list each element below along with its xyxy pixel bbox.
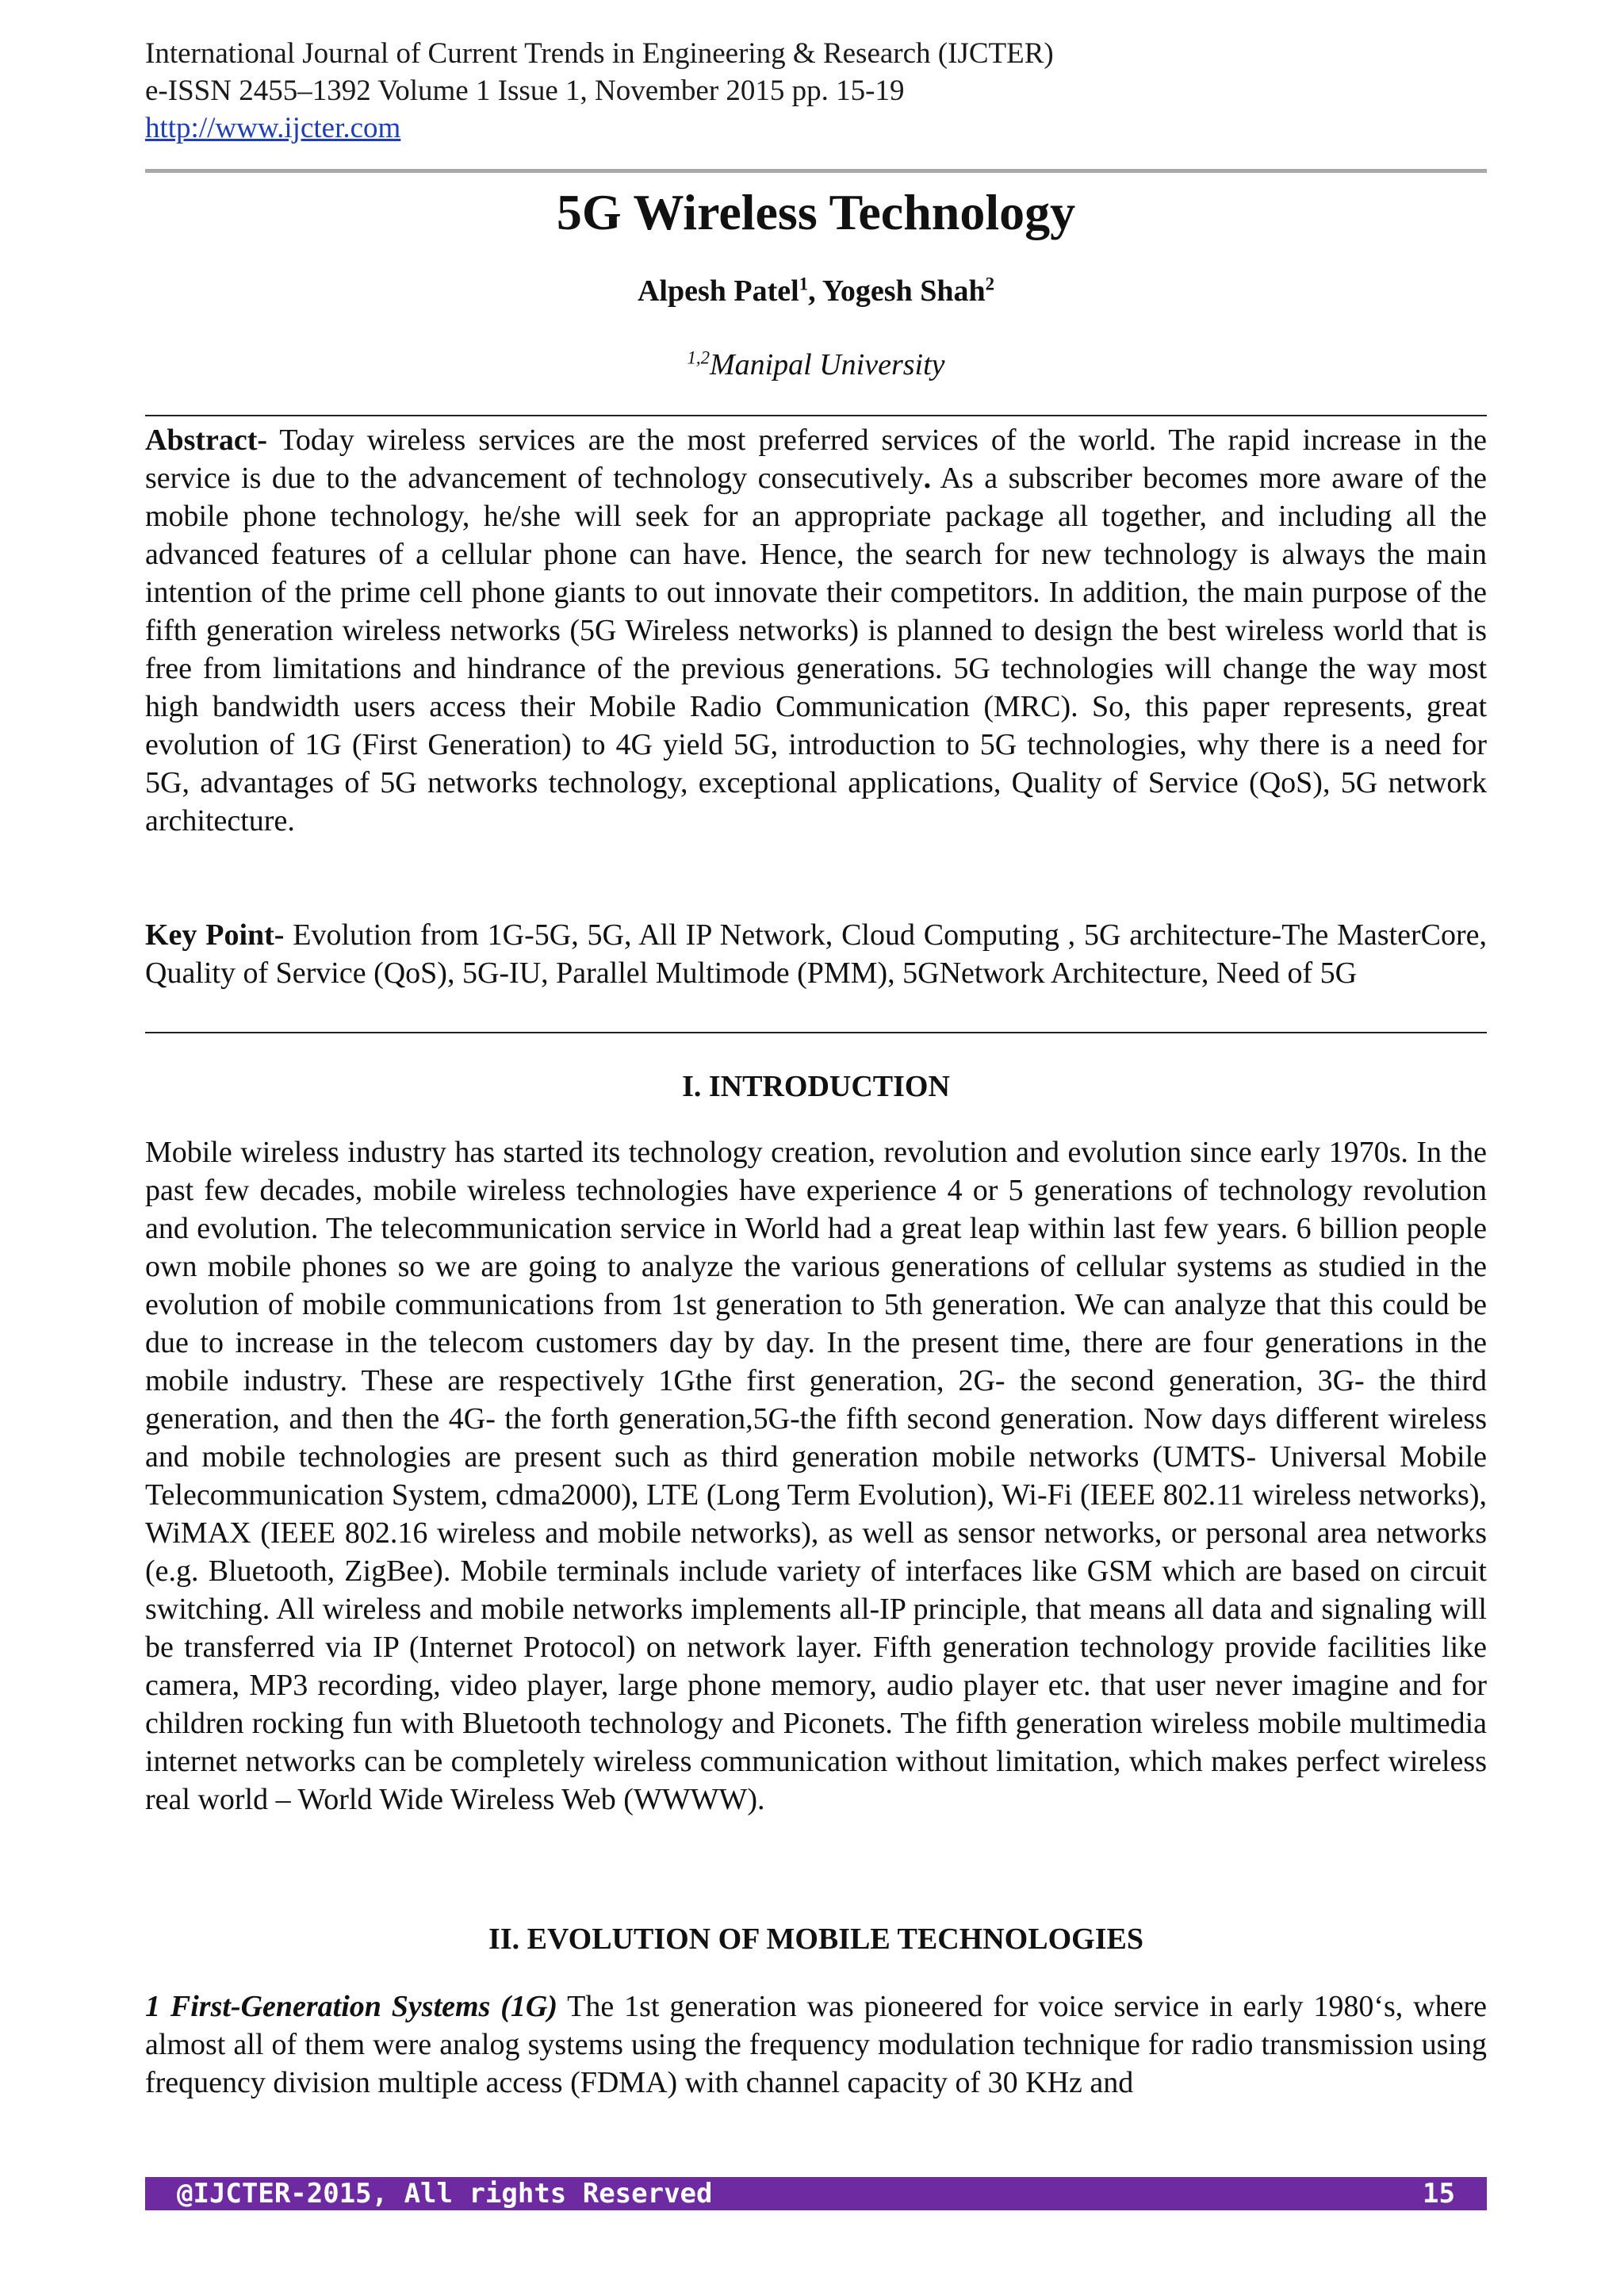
abstract-bold-period: . xyxy=(923,462,932,495)
author-list xyxy=(145,272,1487,310)
copyright-notice: @IJCTER-2015, All rights Reserved xyxy=(177,2178,713,2210)
evolution-text: The 1st generation was pioneered for voice service in early 1980‘s, where almost all of them were analog systems using the frequency modulation technique for radio transmission using frequency division multiple access (FDMA) with channel capacity of 30 KHz and xyxy=(145,1990,1487,2099)
abstract-text: Today wireless services are the most preferred services of the world. The rapid increase in the service is due to the advancement of technology consecutively xyxy=(145,424,1487,495)
abstract-label: Abstract- xyxy=(145,424,268,457)
abstract-text: As a subscriber becomes more aware of the mobile phone technology, he/she will seek for an appropriate package all together, and including all the advanced features of a cellular phone can have. Hence, the search for new technology is always the main intention of the prime cell phone giants to out innovate their competitors. In addition, the main purpose of the fifth generation wireless networks (5G Wireless networks) is planned to design the best wireless world that is free from limitations and hindrance of the previous generations. 5G technologies will change the way most high bandwidth users access their Mobile Radio Communication (MRC). So, this paper represents, great evolution of 1G (First Generation) to 4G yield 5G, introduction to 5G technologies, why there is a need for 5G, advantages of 5G networks technology, exceptional applications, Quality of Service (QoS), 5G network architecture. xyxy=(145,462,1487,838)
author-separator: , xyxy=(808,274,822,308)
abstract-top-rule xyxy=(145,415,1487,416)
section-heading-evolution: II. EVOLUTION OF MOBILE TECHNOLOGIES xyxy=(488,1922,1143,1956)
subsection-heading-1g: 1 First-Generation Systems (1G) xyxy=(145,1990,557,2023)
section-heading-introduction: I. INTRODUCTION xyxy=(682,1070,950,1103)
journal-header xyxy=(145,35,1054,147)
affiliation-mark: 1,2 xyxy=(687,347,710,368)
keypoints-text: Evolution from 1G-5G, 5G, All IP Network, Cloud Computing , 5G architecture-The MasterCore, Quality of Service (QoS), 5G-IU, Parallel Multimode (PMM), 5GNetwork Architecture, Need of 5G xyxy=(145,918,1487,990)
introduction-paragraph: Mobile wireless industry has started its technology creation, revolution and evolution since early 1970s. In the past few decades, mobile wireless technologies have experience 4 or 5 generations of technology revolution and evolution. The telecommunication service in World had a great leap within last few years. 6 billion people own mobile phones so we are going to analyze the various generations of cellular systems as studied in the evolution of mobile communications from 1st generation to 5th generation. We can analyze that this could be due to increase in the telecom customers day by day. In the present time, there are four generations in the mobile industry. These are respectively 1Gthe first generation, 2G- the second generation, 3G- the third generation, and then the 4G- the forth generation,5G-the fifth second generation. Now days different wireless and mobile technologies are present such as third generation mobile networks (UMTS- Universal Mobile Telecommunication System, cdma2000), LTE (Long Term Evolution), Wi-Fi (IEEE 802.11 wireless networks), WiMAX (IEEE 802.16 wireless and mobile networks), as well as sensor networks, or personal area networks (e.g. Bluetooth, ZigBee). Mobile terminals include variety of interfaces like GSM which are based on circuit switching. All wireless and mobile networks implements all-IP principle, that means all data and signaling will be transferred via IP (Internet Protocol) on network layer. Fifth generation technology provide facilities like camera, MP3 recording, video player, large phone memory, audio player etc. that user never imagine and for children rocking fun with Bluetooth technology and Piconets. The fifth generation wireless mobile multimedia internet networks can be completely wireless communication without limitation, which makes perfect wireless real world – World Wide Wireless Web (WWWW). xyxy=(145,1136,1487,1816)
abstract xyxy=(145,421,1487,840)
affiliation-name: Manipal University xyxy=(709,348,945,381)
page-number: 15 xyxy=(1423,2178,1455,2210)
issn-volume-line: e-ISSN 2455–1392 Volume 1 Issue 1, November 2015 pp. 15-19 xyxy=(145,75,905,107)
keypoints-label: Key Point- xyxy=(145,918,285,952)
author-name: Alpesh Patel xyxy=(637,274,799,308)
journal-name: International Journal of Current Trends in Engineering & Research (IJCTER) xyxy=(145,37,1054,70)
author-name: Yogesh Shah xyxy=(822,274,986,308)
keypoints xyxy=(145,916,1487,992)
journal-url-link[interactable]: http://www.ijcter.com xyxy=(145,112,401,144)
author-affiliation-mark: 1 xyxy=(799,274,809,294)
evolution-paragraph xyxy=(145,1987,1487,2102)
keypoints-bottom-rule xyxy=(145,1032,1487,1033)
header-divider xyxy=(145,169,1487,173)
author-affiliation-mark: 2 xyxy=(985,274,995,294)
affiliation xyxy=(145,346,1487,384)
page-footer xyxy=(145,2177,1487,2210)
paper-title: 5G Wireless Technology xyxy=(556,184,1076,240)
